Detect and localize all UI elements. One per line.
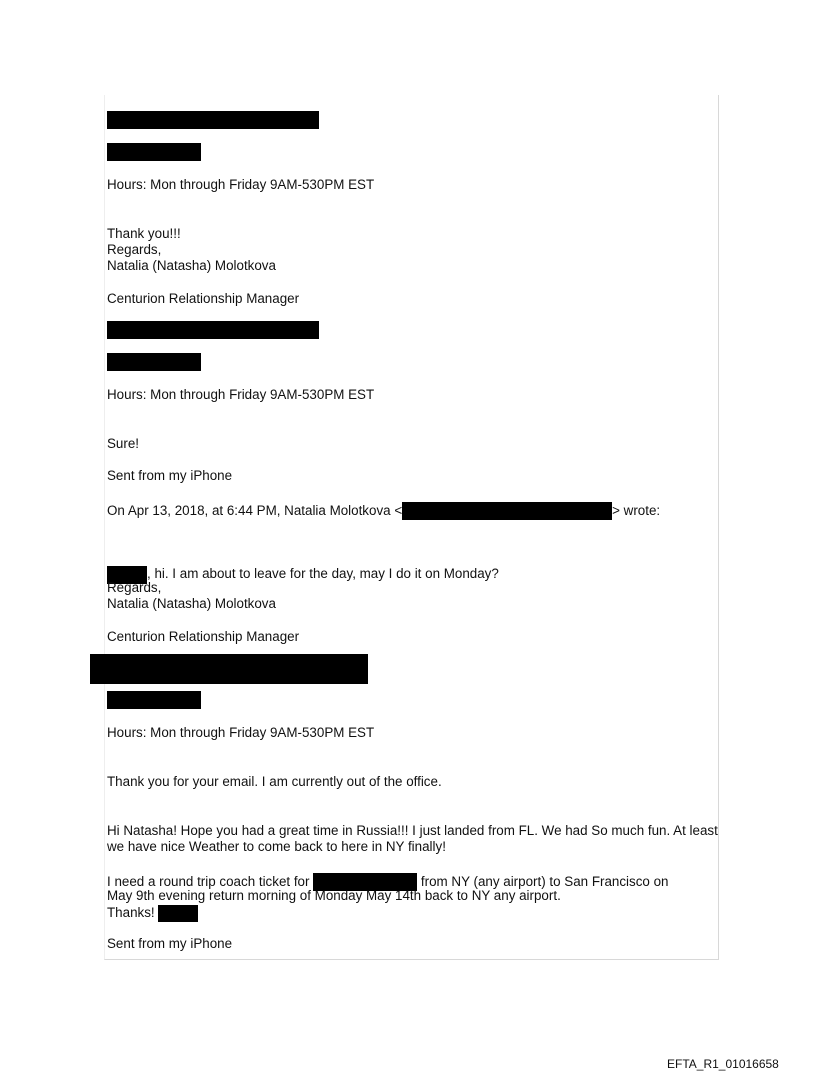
reply-line: [107, 564, 499, 582]
request-prefix: I need a round trip coach ticket for: [107, 874, 314, 889]
message-paragraph: Hi Natasha! Hope you had a great time in Russia!!! I just landed from FL. We had So much fun. At least we have nice Weather to come back to here in NY finally!: [107, 823, 718, 854]
redaction-bar: [158, 905, 198, 922]
redaction-bar: [402, 502, 612, 520]
thanks-line: [107, 904, 198, 921]
signature-name: Natalia (Natasha) Molotkova: [107, 596, 276, 611]
signature-title: Centurion Relationship Manager: [107, 291, 300, 306]
redaction-bar: [107, 111, 319, 129]
hours-line: Hours: Mon through Friday 9AM-530PM EST: [107, 177, 375, 192]
redaction-bar: [107, 321, 319, 339]
request-line-2: May 9th evening return morning of Monday May 14th back to NY any airport.: [107, 888, 561, 903]
sent-from-line: Sent from my iPhone: [107, 936, 233, 951]
thanks-text: Thanks!: [107, 905, 155, 920]
regards-line: Regards,: [107, 242, 162, 257]
redaction-bar: [107, 691, 201, 709]
quote-header-prefix: On Apr 13, 2018, at 6:44 PM, Natalia Molotkova <: [107, 503, 403, 518]
request-suffix: from NY (any airport) to San Francisco on: [417, 874, 669, 889]
thanks-line: Thank you!!!: [107, 226, 181, 241]
document-id: EFTA_R1_01016658: [667, 1057, 779, 1071]
hours-line: Hours: Mon through Friday 9AM-530PM EST: [107, 387, 375, 402]
sent-from-line: Sent from my iPhone: [107, 468, 233, 483]
hours-line: Hours: Mon through Friday 9AM-530PM EST: [107, 725, 375, 740]
out-of-office-line: Thank you for your email. I am currently out of the office.: [107, 774, 442, 789]
regards-line: Regards,: [107, 580, 162, 595]
redaction-bar: [107, 353, 201, 371]
redaction-bar: [107, 143, 201, 161]
quote-header: [107, 501, 660, 519]
sure-line: Sure!: [107, 436, 140, 451]
quote-header-suffix: > wrote:: [612, 503, 661, 518]
signature-name: Natalia (Natasha) Molotkova: [107, 258, 276, 273]
reply-text: , hi. I am about to leave for the day, may I do it on Monday?: [147, 566, 499, 581]
signature-title: Centurion Relationship Manager: [107, 629, 300, 644]
redaction-bar: [90, 654, 368, 684]
